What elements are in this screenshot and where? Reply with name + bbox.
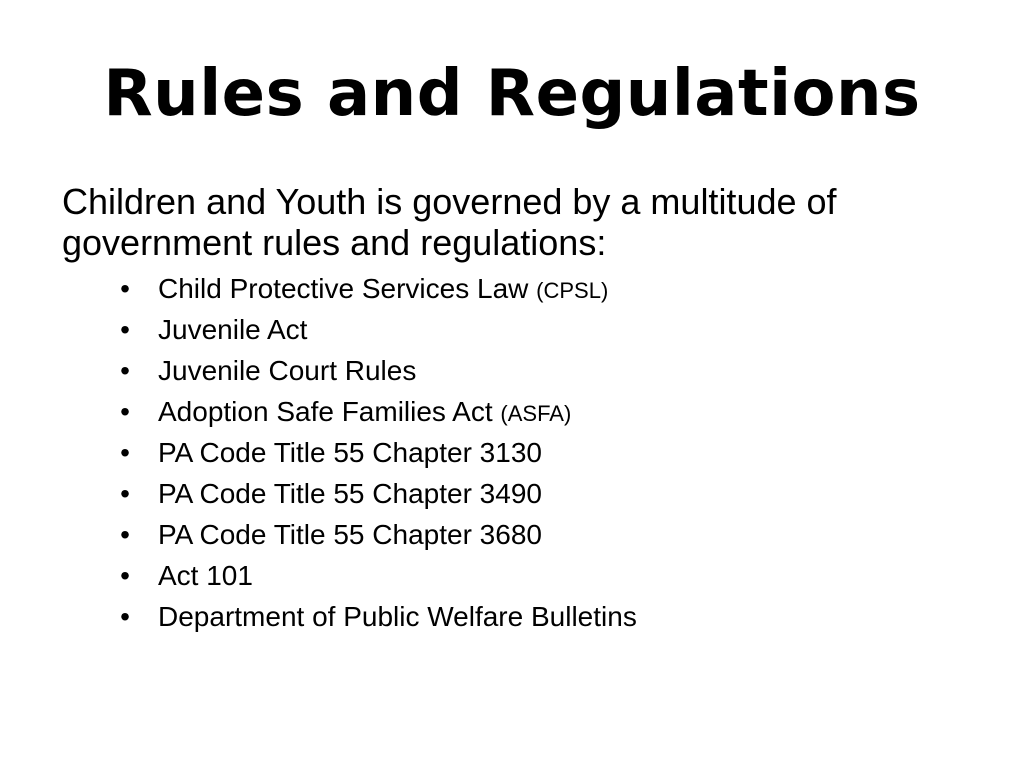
list-item-label: Juvenile Act [158, 314, 308, 345]
bullet-dot-icon: • [120, 314, 130, 345]
list-item-abbreviation: (ASFA) [500, 401, 572, 426]
list-item-label: Child Protective Services Law [158, 273, 529, 304]
bullet-dot-icon: • [120, 560, 130, 591]
list-item-text [158, 268, 608, 311]
bullet-dot-icon: • [120, 437, 130, 468]
list-item-text [158, 350, 416, 391]
list-item-text [158, 473, 542, 514]
list-item-label: PA Code Title 55 Chapter 3680 [158, 519, 542, 550]
slide-title: Rules and Regulations [103, 57, 921, 131]
bullet-dot-icon: • [120, 601, 130, 632]
list-item-label: Act 101 [158, 560, 253, 591]
list-item-abbreviation: (CPSL) [536, 278, 609, 303]
bullet-dot-icon: • [120, 519, 130, 550]
bullet-dot-icon: • [120, 273, 130, 304]
list-item-text [158, 391, 571, 434]
list-item-text [158, 514, 542, 555]
bullet-dot-icon: • [120, 355, 130, 386]
list-item-text [158, 432, 542, 473]
list-item-label: Adoption Safe Families Act [158, 396, 493, 427]
list-item-label: PA Code Title 55 Chapter 3490 [158, 478, 542, 509]
list-item-label: Department of Public Welfare Bulletins [158, 601, 637, 632]
list-item-text [158, 309, 307, 350]
list-item-label: Juvenile Court Rules [158, 355, 417, 386]
list-item-text [158, 555, 253, 596]
list-item-label: PA Code Title 55 Chapter 3130 [158, 437, 542, 468]
bullet-dot-icon: • [120, 478, 130, 509]
bullet-dot-icon: • [120, 396, 130, 427]
list-item-text [158, 596, 637, 637]
intro-paragraph: Children and Youth is governed by a multitude of government rules and regulations: [62, 181, 837, 263]
